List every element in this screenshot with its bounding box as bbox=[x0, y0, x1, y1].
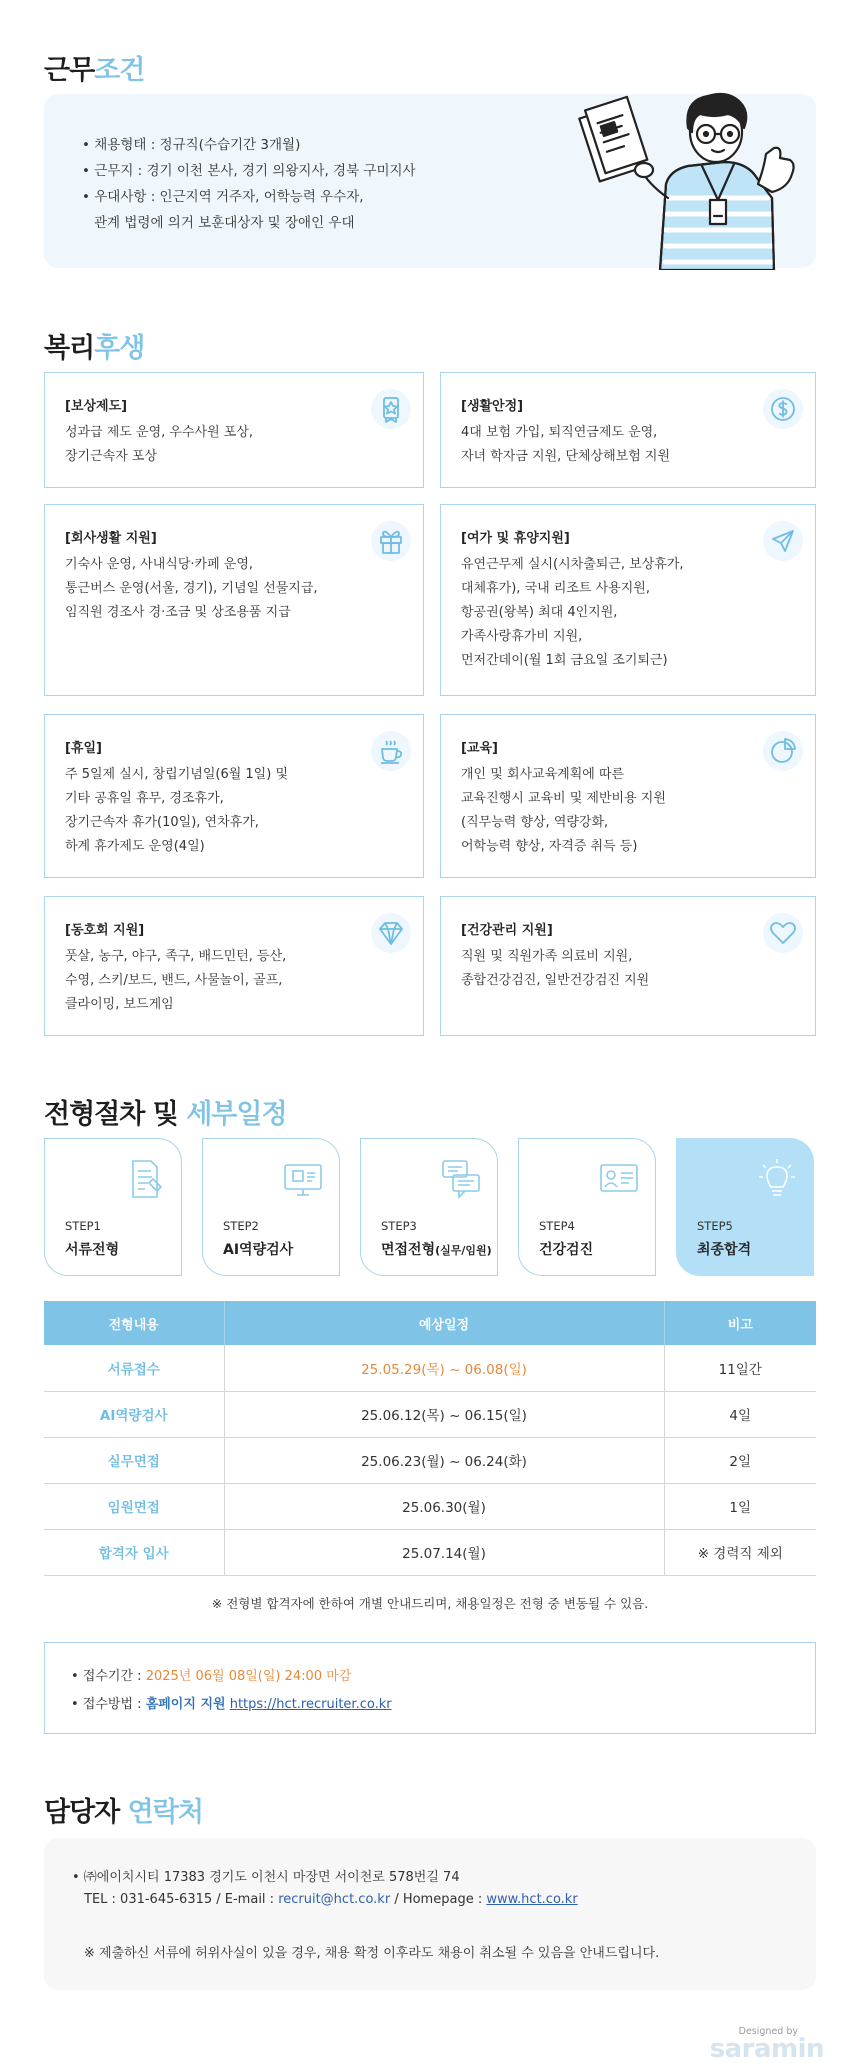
heart-icon bbox=[763, 913, 803, 953]
card-line: 항공권(왕복) 최대 4인지원, bbox=[461, 605, 618, 620]
benefit-card-stability bbox=[440, 372, 816, 488]
paper-plane-icon bbox=[763, 521, 803, 561]
work-section-title: 근무조건 bbox=[44, 55, 145, 86]
preference: • 우대사항 : 인근지역 거주자, 어학능력 우수자, bbox=[82, 189, 364, 205]
table-row: AI역량검사 25.06.12(목) ~ 06.15(일) 4일 bbox=[44, 1391, 816, 1437]
card-line: (직무능력 향상, 역량강화, bbox=[461, 815, 609, 830]
card-line: 개인 및 회사교육계획에 따른 bbox=[461, 767, 625, 782]
designed-by-label: Designed by bbox=[738, 2026, 798, 2037]
card-title: [교육] bbox=[461, 741, 498, 756]
table-header-row bbox=[44, 1301, 816, 1345]
welfare-section-title: 복리후생 bbox=[44, 333, 145, 364]
card-line: 기숙사 운영, 사내식당·카페 운영, bbox=[65, 557, 254, 572]
card-line: 자녀 학자금 지원, 단체상해보험 지원 bbox=[461, 449, 671, 464]
header-schedule: 예상일정 bbox=[224, 1301, 664, 1345]
company-address: • ㈜에이치시티 17383 경기도 이천시 마장면 서이천로 578번길 74 bbox=[72, 1870, 460, 1885]
card-line: 하계 휴가제도 운영(4일) bbox=[65, 839, 205, 854]
card-line: 주 5일제 실시, 창립기념일(6월 1일) 및 bbox=[65, 767, 289, 782]
step-number: STEP4 bbox=[539, 1219, 575, 1233]
step-3 bbox=[360, 1138, 498, 1276]
step-name: 면접전형(실무/임원) bbox=[381, 1242, 492, 1258]
coffee-cup-icon bbox=[371, 731, 411, 771]
application-box bbox=[44, 1642, 816, 1734]
benefit-card-compensation bbox=[44, 372, 424, 488]
schedule-note: ※ 전형별 합격자에 한하여 개별 안내드리며, 채용일정은 전형 중 변동될 수 있음. bbox=[211, 1596, 649, 1611]
card-title: [휴일] bbox=[65, 741, 102, 756]
step-5 bbox=[676, 1138, 814, 1276]
card-line: 가족사랑휴가비 지원, bbox=[461, 629, 583, 644]
card-line: 먼저간데이(월 1회 금요일 조기퇴근) bbox=[461, 653, 668, 668]
step-2 bbox=[202, 1138, 340, 1276]
card-line: 유연근무제 실시(시차출퇴근, 보상휴가, bbox=[461, 557, 684, 572]
card-line: 클라이밍, 보드게임 bbox=[65, 997, 174, 1012]
benefit-card-clubs bbox=[44, 896, 424, 1036]
card-line: 교육진행시 교육비 및 제반비용 지원 bbox=[461, 791, 666, 806]
step-number: STEP2 bbox=[223, 1219, 259, 1233]
table-row: 실무면접 25.06.23(월) ~ 06.24(화) 2일 bbox=[44, 1437, 816, 1483]
benefit-card-company-life bbox=[44, 504, 424, 696]
employee-illustration bbox=[568, 88, 828, 270]
card-title: [여가 및 휴양지원] bbox=[461, 531, 570, 546]
schedule-table bbox=[44, 1301, 816, 1576]
false-info-notice: ※ 제출하신 서류에 허위사실이 있을 경우, 채용 확정 이후라도 채용이 취소될 수 있음을 안내드립니다. bbox=[84, 1946, 660, 1961]
card-title: [보상제도] bbox=[65, 399, 128, 414]
card-line: 임직원 경조사 경·조금 및 상조용품 지급 bbox=[65, 605, 291, 620]
process-section-title: 전형절차 및 세부일정 bbox=[44, 1099, 287, 1130]
homepage-link[interactable]: www.hct.co.kr bbox=[486, 1892, 578, 1907]
diamond-icon bbox=[371, 913, 411, 953]
benefit-card-leisure bbox=[440, 504, 816, 696]
document-icon bbox=[123, 1157, 167, 1201]
step-4 bbox=[518, 1138, 656, 1276]
step-1 bbox=[44, 1138, 182, 1276]
saramin-logo: saramin bbox=[709, 2034, 824, 2064]
contact-box bbox=[44, 1838, 816, 1990]
card-line: 4대 보험 가입, 퇴직연금제도 운영, bbox=[461, 425, 658, 440]
preference-continued: 관계 법령에 의거 보훈대상자 및 장애인 우대 bbox=[94, 215, 355, 231]
recruit-site-link[interactable]: https://hct.recruiter.co.kr bbox=[229, 1697, 392, 1712]
card-title: [회사생활 지원] bbox=[65, 531, 157, 546]
computer-icon bbox=[281, 1157, 325, 1201]
contact-section-title: 담당자 연락처 bbox=[44, 1797, 203, 1828]
id-card-icon bbox=[597, 1157, 641, 1201]
card-line: 장기근속자 포상 bbox=[65, 449, 158, 464]
step-name: AI역량검사 bbox=[223, 1242, 294, 1258]
step-name: 서류전형 bbox=[65, 1242, 120, 1258]
gift-icon bbox=[371, 521, 411, 561]
award-ribbon-icon bbox=[371, 389, 411, 429]
card-title: [생활안정] bbox=[461, 399, 524, 414]
card-line: 통근버스 운영(서울, 경기), 기념일 선물지급, bbox=[65, 581, 318, 596]
pie-chart-icon bbox=[763, 731, 803, 771]
employment-type: • 채용형태 : 정규직(수습기간 3개월) bbox=[82, 137, 301, 153]
benefit-card-education bbox=[440, 714, 816, 878]
table-row: 서류접수 25.05.29(목) ~ 06.08(일) 11일간 bbox=[44, 1345, 816, 1391]
card-line: 대체휴가), 국내 리조트 사용지원, bbox=[461, 581, 650, 596]
table-row: 합격자 입사 25.07.14(월) ※ 경력직 제외 bbox=[44, 1529, 816, 1575]
card-line: 풋살, 농구, 야구, 족구, 배드민턴, 등산, bbox=[65, 949, 287, 964]
contact-line: TEL : 031-645-6315 / E-mail : recruit@hct.co.kr / Homepage : www.hct.co.kr bbox=[84, 1892, 578, 1907]
card-title: [건강관리 지원] bbox=[461, 923, 553, 938]
card-title: [동호회 지원] bbox=[65, 923, 145, 938]
step-number: STEP3 bbox=[381, 1219, 417, 1233]
lightbulb-icon bbox=[755, 1157, 799, 1201]
application-method: • 접수방법 : 홈페이지 지원 https://hct.recruiter.co.kr bbox=[71, 1697, 392, 1712]
benefit-card-health bbox=[440, 896, 816, 1036]
card-line: 성과급 제도 운영, 우수사원 포상, bbox=[65, 425, 254, 440]
chat-bubbles-icon bbox=[439, 1157, 483, 1201]
email-link[interactable]: recruit@hct.co.kr bbox=[278, 1892, 391, 1907]
header-note: 비고 bbox=[664, 1301, 816, 1345]
step-number: STEP5 bbox=[697, 1219, 733, 1233]
step-name: 최종합격 bbox=[697, 1242, 752, 1258]
card-line: 직원 및 직원가족 의료비 지원, bbox=[461, 949, 633, 964]
header-stage: 전형내용 bbox=[44, 1301, 224, 1345]
step-number: STEP1 bbox=[65, 1219, 101, 1233]
card-line: 종합건강검진, 일반건강검진 지원 bbox=[461, 973, 650, 988]
dollar-coin-icon bbox=[763, 389, 803, 429]
application-period: • 접수기간 : 2025년 06월 08일(일) 24:00 마감 bbox=[71, 1669, 352, 1684]
work-location: • 근무지 : 경기 이천 본사, 경기 의왕지사, 경북 구미지사 bbox=[82, 163, 416, 179]
card-line: 기타 공휴일 휴무, 경조휴가, bbox=[65, 791, 224, 806]
table-row: 임원면접 25.06.30(월) 1일 bbox=[44, 1483, 816, 1529]
card-line: 장기근속자 휴가(10일), 연차휴가, bbox=[65, 815, 259, 830]
benefit-card-holidays bbox=[44, 714, 424, 878]
card-line: 수영, 스키/보드, 밴드, 사물놀이, 골프, bbox=[65, 973, 283, 988]
step-name: 건강검진 bbox=[539, 1242, 594, 1258]
card-line: 어학능력 향상, 자격증 취득 등) bbox=[461, 839, 638, 854]
